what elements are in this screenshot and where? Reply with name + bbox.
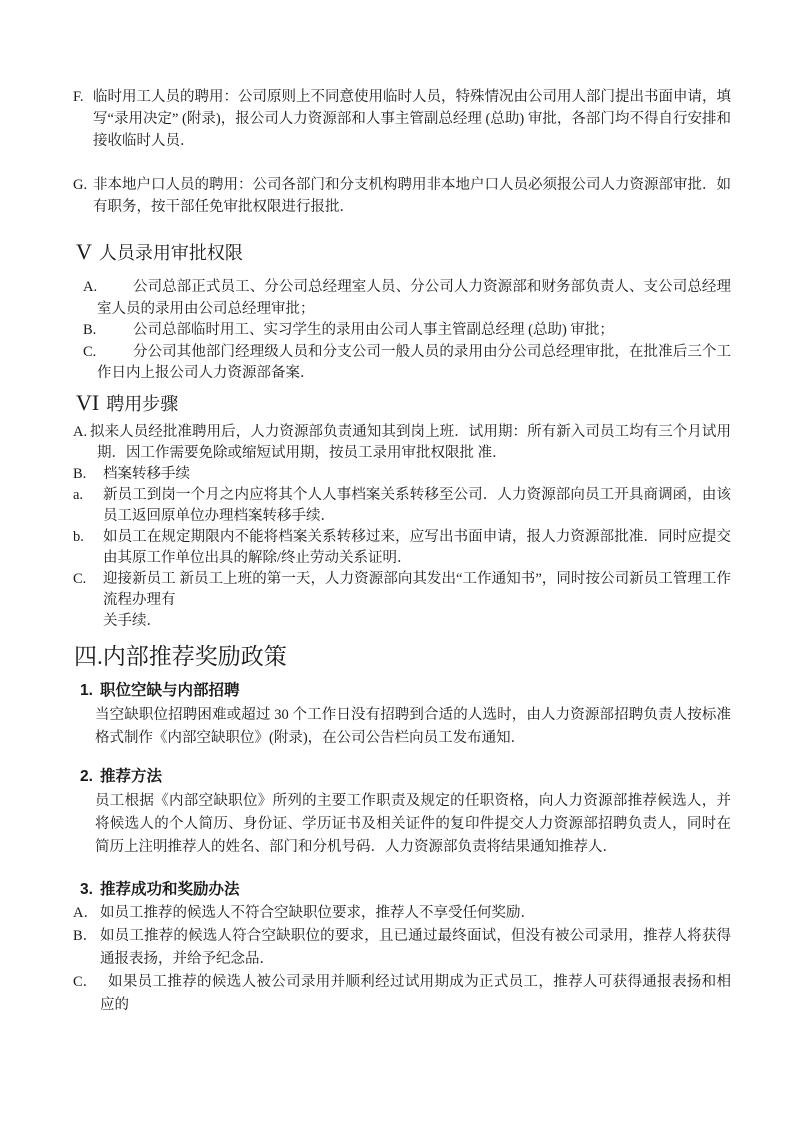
list-item — [73, 464, 731, 485]
section-vi-list — [73, 422, 731, 632]
item-label: B. — [73, 465, 87, 482]
document-content — [73, 0, 731, 1017]
item-text-continued: 关手续． — [103, 612, 161, 629]
item-text: 新员工到岗一个月之内应将其个人人事档案关系转移至公司．人力资源部向员工开具商调函，由该员工返回原单位办理档案转移手续． — [103, 486, 731, 524]
item-label: C. — [83, 343, 97, 360]
subsection-number: 2. — [80, 767, 93, 785]
item-label: A. — [73, 423, 88, 440]
item-label: b. — [73, 528, 84, 545]
subsection-heading-3 — [80, 879, 731, 900]
list-item — [73, 569, 731, 632]
item-label: A. — [83, 279, 98, 295]
section-numeral: VI — [76, 389, 100, 415]
item-label: C． — [73, 973, 98, 990]
item-label: F. — [73, 89, 84, 105]
item-label: B． — [73, 927, 98, 944]
item-text: 非本地户口人员的聘用：公司各部门和分支机构聘用非本地户口人员必须报公司人力资源部审批．如有职务，按干部任免审批权限进行报批． — [93, 177, 731, 215]
item-text: 拟来人员经批准聘用后，人力资源部负责通知其到岗上班．试用期：所有新入司员工均有三个月试用期．因工作需要免除或缩短试用期，按员工录用审批权限批 准． — [90, 423, 731, 461]
subsection-2-paragraph: 员工根据《内部空缺职位》所列的主要工作职责及规定的任职资格，向人力资源部推荐候选人，并将候选人的个人简历、身份证、学历证书及相关证件的复印件提交人力资源部招聘负责人，同时在简历上注明推荐人的姓名、部门和分机号码．人力资源部负责将结果通知推荐人． — [95, 792, 731, 855]
list-item — [73, 485, 731, 527]
subsection-heading-1 — [80, 680, 731, 701]
list-item — [73, 902, 731, 925]
subsection-title: 推荐成功和奖励办法 — [100, 880, 240, 898]
item-label: A． — [73, 904, 98, 921]
section-title: 人员录用审批权限 — [98, 243, 243, 263]
subsection-title: 推荐方法 — [100, 767, 163, 785]
item-text: 如员工推荐的候选人不符合空缺职位要求，推荐人不享受任何奖励． — [100, 904, 535, 921]
item-text: 如果员工推荐的候选人被公司录用并顺利经过试用期成为正式员工，推荐人可获得通报表扬和相应的 — [100, 973, 731, 1013]
item-text: 公司总部临时用工、实习学生的录用由公司人事主管副总经理 (总助) 审批； — [133, 322, 614, 338]
list-item — [73, 925, 731, 971]
item-text: 公司总部正式员工、分公司总经理室人员、分公司人力资源部和财务部负责人、支公司总经理室人员的录用由公司总经理审批； — [97, 279, 731, 317]
item-label: C. — [73, 570, 87, 587]
list-item — [73, 320, 731, 342]
subsection-1-paragraph: 当空缺职位招聘困难或超过 30 个工作日没有招聘到合适的人选时，由人力资源部招聘负责人按标准格式制作《内部空缺职位》(附录)，在公司公告栏向员工发布通知． — [95, 706, 731, 746]
subsection-number: 1. — [80, 681, 93, 699]
item-label: B. — [83, 322, 97, 338]
item-text: 如员工推荐的候选人符合空缺职位的要求，且已通过最终面试，但没有被公司录用，推荐人将获得通报表扬，并给予纪念品． — [100, 927, 731, 967]
section-title: 聘用步骤 — [106, 393, 179, 414]
list-item-g — [73, 174, 731, 218]
item-text: 迎接新员工 新员工上班的第一天，人力资源部向其发出“工作通知书”，同时按公司新员工管理工作流程办理有 — [103, 570, 731, 608]
list-item — [73, 527, 731, 569]
section-heading-vi — [76, 389, 731, 418]
list-item — [73, 277, 731, 320]
subsection-title: 职位空缺与内部招聘 — [100, 681, 240, 699]
subsection-3-list — [73, 902, 731, 1017]
item-text: 如员工在规定期限内不能将档案关系转移过来，应写出书面申请，报人力资源部批准．同时应提交由其原工作单位出具的解除/终止劳动关系证明． — [103, 528, 731, 566]
item-text: 临时用工人员的聘用：公司原则上不同意使用临时人员，特殊情况由公司用人部门提出书面申请，填写“录用决定” (附录)，报公司人力资源部和人事主管副总经理 (总助) 审批，各部门均不得自行安排和接收临时人员． — [93, 89, 731, 149]
subsection-number: 3. — [80, 880, 93, 898]
list-item — [73, 971, 731, 1017]
section-v-list — [73, 277, 731, 385]
item-label: a. — [73, 486, 84, 503]
section-numeral: V — [76, 239, 92, 264]
list-item — [73, 422, 731, 464]
item-label: G. — [73, 177, 88, 193]
list-item-f — [73, 86, 731, 152]
item-text: 档案转移手续 — [103, 465, 190, 482]
list-item — [73, 342, 731, 385]
chapter-heading: 四.内部推荐奖励政策 — [74, 643, 287, 669]
section-heading-v — [76, 238, 731, 267]
subsection-heading-2 — [80, 766, 731, 787]
item-text: 分公司其他部门经理级人员和分支公司一般人员的录用由分公司总经理审批，在批准后三个工作日内上报公司人力资源部备案． — [97, 343, 731, 381]
